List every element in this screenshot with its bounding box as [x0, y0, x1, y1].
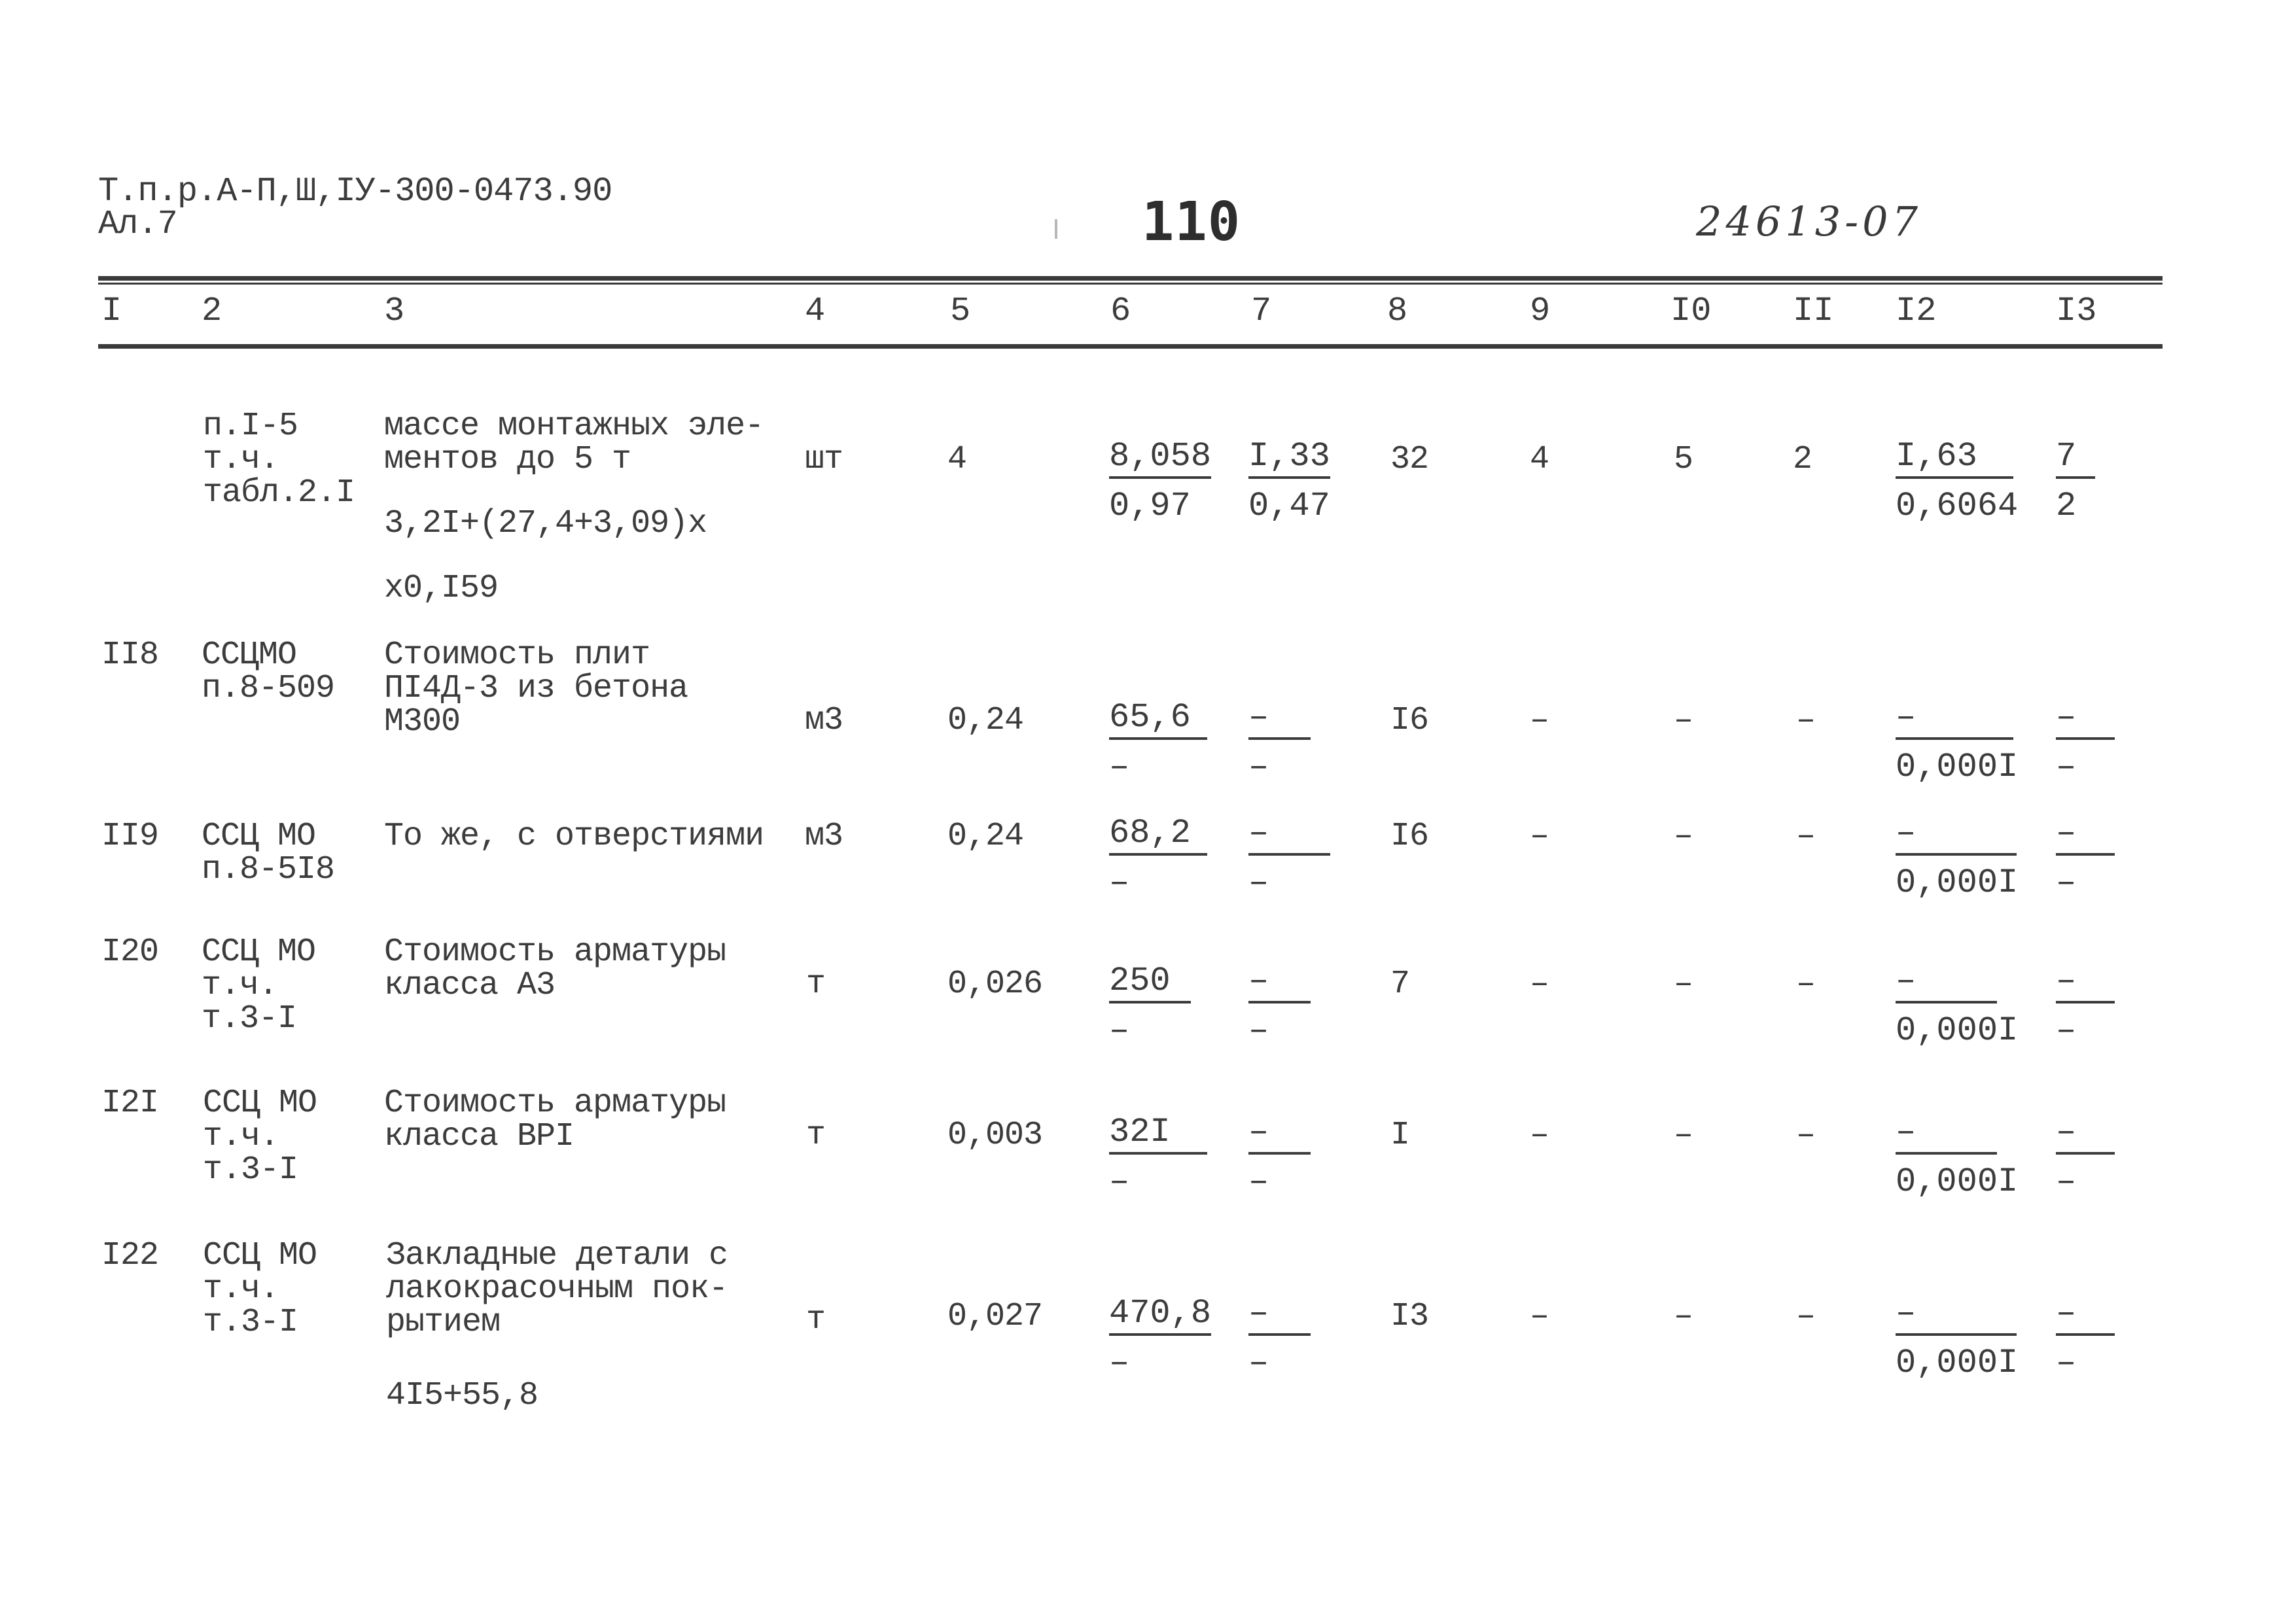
row-col11: – [1796, 818, 1816, 855]
column-number: 6 [1110, 292, 1131, 330]
source-line: т.ч. [202, 967, 278, 1004]
row-col12 [1896, 437, 2019, 525]
row-col10: – [1674, 1117, 1693, 1154]
source-line: т.3-I [202, 1000, 297, 1038]
row-col12 [1896, 1294, 2019, 1382]
row-description [384, 638, 688, 739]
row-formula: х0,I59 [384, 570, 499, 607]
fraction-top: – [2056, 1115, 2115, 1155]
fraction-top: 68,2 [1109, 816, 1207, 856]
column-number: 4 [805, 292, 826, 330]
row-col12 [1896, 1115, 2018, 1199]
row-number: I22 [101, 1237, 159, 1274]
row-col13 [2056, 964, 2115, 1048]
row-col10: – [1674, 966, 1693, 1003]
row-unit: т [806, 966, 826, 1003]
fraction-bottom: 0,47 [1248, 487, 1330, 525]
row-col10: – [1674, 1298, 1693, 1335]
column-number: II [1793, 292, 1834, 330]
row-description [384, 1087, 726, 1153]
header-bottom-rule [98, 344, 2163, 349]
fraction-bottom: 0,000I [1896, 748, 2019, 786]
fraction-bottom: – [2056, 1011, 2077, 1050]
row-col8: I3 [1390, 1298, 1429, 1335]
row-unit: т [806, 1117, 826, 1154]
document-code-line-2: Ал.7 [98, 205, 177, 243]
fraction-top: – [1896, 816, 2017, 856]
column-number: I2 [1896, 292, 1937, 330]
row-col8: 7 [1390, 966, 1410, 1003]
row-col6 [1109, 1115, 1207, 1199]
row-col9: – [1530, 966, 1549, 1003]
source-line: ССЦМО [202, 637, 297, 674]
source-line: ССЦ МО [203, 1085, 317, 1122]
fraction-bottom: – [2056, 1344, 2077, 1382]
source-line: ССЦ МО [203, 1237, 317, 1274]
fraction-top: – [1248, 816, 1330, 856]
row-description [384, 410, 764, 476]
column-number: I3 [2056, 292, 2097, 330]
fraction-bottom: – [1109, 864, 1130, 902]
row-col11: – [1796, 1117, 1816, 1154]
column-number: 5 [950, 292, 971, 330]
fraction-bottom: 0,6064 [1896, 487, 2019, 525]
row-col6 [1109, 964, 1191, 1048]
source-line: ССЦ МО [202, 934, 316, 971]
fraction-top: – [1896, 701, 2013, 740]
document-code [98, 172, 612, 243]
row-number: I20 [101, 934, 159, 971]
row-description [384, 935, 726, 1002]
fraction-bottom: 2 [2056, 487, 2077, 525]
row-col8: I6 [1390, 818, 1429, 855]
row-quantity: 0,026 [947, 966, 1043, 1003]
fraction-top: – [2056, 1297, 2115, 1336]
row-col8: I [1390, 1117, 1410, 1154]
fraction-top: – [1248, 964, 1311, 1003]
row-description [384, 820, 764, 853]
row-col10: 5 [1674, 441, 1693, 478]
row-col9: – [1530, 1298, 1549, 1335]
fraction-bottom: – [1248, 748, 1269, 786]
row-quantity: 0,24 [947, 818, 1024, 855]
row-col13 [2056, 437, 2095, 525]
column-number: 9 [1530, 292, 1551, 330]
fraction-top: – [1248, 701, 1311, 740]
row-col13 [2056, 1115, 2115, 1199]
fraction-bottom: – [2056, 864, 2077, 902]
source-line: п.8-5I8 [202, 851, 335, 888]
source-line: т.3-I [203, 1151, 298, 1189]
row-col12 [1896, 964, 2018, 1048]
row-quantity: 4 [947, 441, 967, 478]
fraction-top: – [1248, 1115, 1311, 1155]
fraction-bottom: 0,97 [1109, 487, 1191, 525]
row-number: I2I [101, 1085, 159, 1122]
fraction-bottom: 0,000I [1896, 1011, 2019, 1050]
fraction-top: 8,058 [1109, 440, 1211, 479]
row-col7 [1248, 964, 1311, 1048]
document-code-line-1: Т.п.р.А-П,Ш,IУ-300-0473.90 [98, 172, 612, 211]
fraction-top: – [1896, 964, 1997, 1003]
row-unit: м3 [805, 818, 843, 855]
row-col12 [1896, 816, 2018, 900]
row-col11: 2 [1793, 441, 1812, 478]
row-quantity: 0,027 [947, 1298, 1043, 1335]
fraction-bottom: – [1248, 1162, 1269, 1201]
description-line: лакокрасочным пок- [386, 1270, 728, 1308]
source-line: т.3-I [203, 1304, 298, 1341]
row-unit: т [806, 1301, 826, 1338]
column-number: 8 [1387, 292, 1408, 330]
fraction-bottom: – [1248, 864, 1269, 902]
row-col7 [1248, 1294, 1311, 1382]
row-col11: – [1796, 702, 1816, 739]
row-formula: 3,2I+(27,4+3,09)х [384, 505, 707, 542]
row-col6 [1109, 1294, 1212, 1382]
fraction-top: 470,8 [1109, 1297, 1211, 1336]
source-line: табл.2.I [203, 474, 355, 512]
description-line: класса ВРI [384, 1118, 574, 1155]
row-source [203, 410, 355, 510]
source-line: т.ч. [203, 441, 279, 478]
column-number: I0 [1670, 292, 1712, 330]
row-col13 [2056, 698, 2115, 786]
description-line: ментов до 5 т [384, 441, 631, 478]
fraction-top: I,63 [1896, 440, 2013, 479]
description-line: Стоимость арматуры [384, 934, 726, 971]
row-quantity: 0,24 [947, 702, 1024, 739]
row-col6 [1109, 698, 1207, 786]
row-col11: – [1796, 966, 1816, 1003]
row-formula: 4I5+55,8 [386, 1377, 539, 1414]
row-col7 [1248, 698, 1311, 786]
row-col11: – [1796, 1298, 1816, 1335]
fraction-bottom: – [2056, 1162, 2077, 1201]
description-line: класса А3 [384, 967, 556, 1004]
row-source [202, 935, 315, 1036]
fraction-top: – [1248, 1297, 1311, 1336]
row-unit: м3 [805, 702, 843, 739]
row-number: II8 [101, 637, 159, 674]
fraction-top: 250 [1109, 964, 1191, 1003]
fraction-bottom: – [1109, 1011, 1130, 1050]
row-col9: – [1530, 702, 1549, 739]
source-line: т.ч. [203, 1270, 279, 1308]
row-col7 [1248, 437, 1330, 525]
row-col8: I6 [1390, 702, 1429, 739]
source-line: п.8-509 [202, 670, 335, 707]
description-line: массе монтажных эле- [384, 408, 764, 445]
row-col7 [1248, 1115, 1311, 1199]
description-line: М300 [384, 703, 461, 741]
fraction-bottom: – [1109, 1162, 1130, 1201]
row-col9: – [1530, 818, 1549, 855]
row-col13 [2056, 1294, 2115, 1382]
row-source [203, 1087, 317, 1187]
fraction-bottom: – [1109, 748, 1130, 786]
column-number: 2 [202, 292, 222, 330]
fraction-bottom: 0,000I [1896, 1344, 2019, 1382]
row-col10: – [1674, 702, 1693, 739]
description-line: Закладные детали с [386, 1237, 728, 1274]
row-source [203, 1239, 317, 1339]
description-line: Стоимость арматуры [384, 1085, 726, 1122]
column-number: 3 [384, 292, 405, 330]
fraction-bottom: 0,000I [1896, 864, 2019, 902]
column-number: 7 [1251, 292, 1272, 330]
source-line: ССЦ МО [202, 818, 316, 855]
row-col6 [1109, 816, 1207, 900]
fraction-top: – [2056, 964, 2115, 1003]
row-col7 [1248, 816, 1330, 900]
row-number: II9 [101, 818, 159, 855]
fraction-top: 65,6 [1109, 701, 1207, 740]
fraction-bottom: – [2056, 748, 2077, 786]
row-unit: шт [805, 441, 843, 478]
fraction-top: – [2056, 816, 2115, 856]
fraction-bottom: – [1248, 1011, 1269, 1050]
top-rule-thin [98, 283, 2163, 285]
fraction-bottom: – [1248, 1344, 1269, 1382]
row-col9: – [1530, 1117, 1549, 1154]
document-number: 24613-07 [1696, 198, 1922, 245]
top-rule-thick [98, 276, 2163, 281]
row-source [202, 638, 334, 705]
row-source [202, 820, 334, 886]
row-col13 [2056, 816, 2115, 900]
fraction-top: I,33 [1248, 440, 1330, 479]
row-col12 [1896, 698, 2019, 786]
row-col8: 32 [1390, 441, 1429, 478]
fraction-bottom: – [1109, 1344, 1130, 1382]
fraction-top: 7 [2056, 440, 2095, 479]
source-line: п.I-5 [203, 408, 298, 445]
fraction-top: – [2056, 701, 2115, 740]
description-line: То же, с отверстиями [384, 818, 764, 855]
row-description [386, 1239, 728, 1339]
description-line: рытием [386, 1304, 501, 1341]
page-number: 110 [1142, 191, 1241, 253]
row-col6 [1109, 437, 1212, 525]
fraction-top: – [1896, 1115, 1997, 1155]
row-col9: 4 [1530, 441, 1549, 478]
row-quantity: 0,003 [947, 1117, 1043, 1154]
source-line: т.ч. [203, 1118, 279, 1155]
scan-mark [1055, 219, 1057, 239]
row-col10: – [1674, 818, 1693, 855]
fraction-bottom: 0,000I [1896, 1162, 2019, 1201]
fraction-top: 32I [1109, 1115, 1207, 1155]
fraction-top: – [1896, 1297, 2017, 1336]
description-line: Стоимость плит [384, 637, 650, 674]
description-line: ПI4Д-3 из бетона [384, 670, 688, 707]
column-number: I [101, 292, 122, 330]
